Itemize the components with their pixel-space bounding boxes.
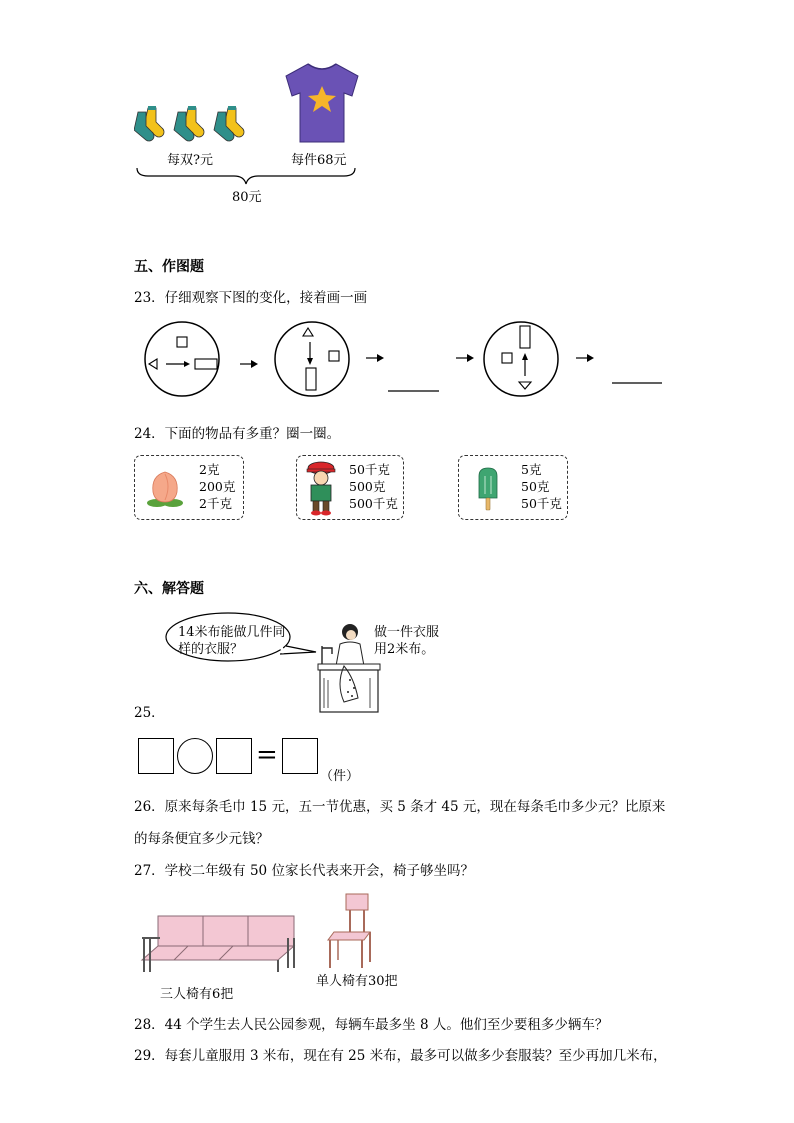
sock-icon [214, 106, 244, 141]
q24-text: 24．下面的物品有多重？圈一圈。 [134, 426, 341, 442]
tailor-note-line-2: 用2米布。 [374, 642, 435, 657]
arrow-icon [456, 354, 474, 362]
q24-child-option-2[interactable]: 500克 [349, 479, 386, 494]
total-brace [134, 166, 358, 188]
sofa-illustration [138, 912, 298, 976]
q25-number: 25． [134, 705, 165, 721]
tshirt-illustration [282, 60, 362, 146]
sofa-label: 三人椅有6把 [160, 987, 234, 1002]
q24-option-box-child [296, 455, 404, 520]
equation-box-1[interactable] [138, 738, 174, 774]
q29-text: 29．每套儿童服用 3 米布，现在有 25 米布，最多可以做多少套服装？至少再加几米布， [134, 1048, 667, 1064]
socks-price-label: 每双?元 [167, 153, 213, 168]
equation-answer-box[interactable] [282, 738, 318, 774]
chair-label: 单人椅有30把 [316, 974, 398, 989]
arrow-icon [240, 360, 258, 368]
child-icon [303, 459, 339, 517]
arrow-icon [366, 354, 384, 362]
q24-child-option-3[interactable]: 500千克 [349, 496, 398, 511]
speech-line-1: 14米布能做几件同 [178, 625, 286, 640]
tailor-note-line-1: 做一件衣服 [374, 625, 440, 640]
total-label: 80元 [232, 190, 262, 205]
q24-child-option-1[interactable]: 50千克 [349, 462, 390, 477]
q24-peach-option-2[interactable]: 200克 [199, 479, 236, 494]
pattern-circle-1 [145, 322, 219, 396]
socks-illustration [134, 104, 258, 144]
chair-illustration [324, 892, 380, 970]
unit-label: （件） [320, 769, 360, 784]
peach-icon [145, 466, 185, 510]
pattern-circle-3 [484, 322, 558, 396]
pattern-circle-2 [275, 322, 349, 396]
q24-option-box-popsicle [458, 455, 568, 520]
arrow-icon [576, 354, 594, 362]
equation-box-2[interactable] [216, 738, 252, 774]
q24-popsicle-option-3[interactable]: 50千克 [521, 496, 562, 511]
equation-circle[interactable] [177, 738, 213, 774]
q24-peach-option-1[interactable]: 2克 [199, 462, 220, 477]
q24-popsicle-option-1[interactable]: 5克 [521, 462, 542, 477]
section5-title: 五、作图题 [134, 259, 204, 275]
sock-icon [174, 106, 204, 141]
sock-icon [134, 106, 164, 141]
shirt-price-label: 每件68元 [291, 153, 347, 168]
popsicle-icon [475, 466, 501, 514]
q26-text-line-1: 26．原来每条毛巾 15 元，五一节优惠，买 5 条才 45 元，现在每条毛巾多少元？比原来 [134, 799, 666, 815]
section6-title: 六、解答题 [134, 581, 204, 597]
q24-popsicle-option-2[interactable]: 50克 [521, 479, 550, 494]
q28-text: 28．44 个学生去人民公园参观，每辆车最多坐 8 人。他们至少要租多少辆车？ [134, 1017, 609, 1033]
speech-line-2: 样的衣服？ [178, 642, 244, 657]
equals-sign: = [256, 740, 278, 770]
q24-option-box-peach [134, 455, 244, 520]
q23-pattern-sequence [134, 318, 674, 400]
q26-text-line-2: 的每条便宜多少元钱？ [134, 831, 269, 847]
q27-text: 27．学校二年级有 50 位家长代表来开会，椅子够坐吗？ [134, 863, 474, 879]
q23-text: 23．仔细观察下图的变化，接着画一画 [134, 290, 368, 306]
q24-peach-option-3[interactable]: 2千克 [199, 496, 232, 511]
